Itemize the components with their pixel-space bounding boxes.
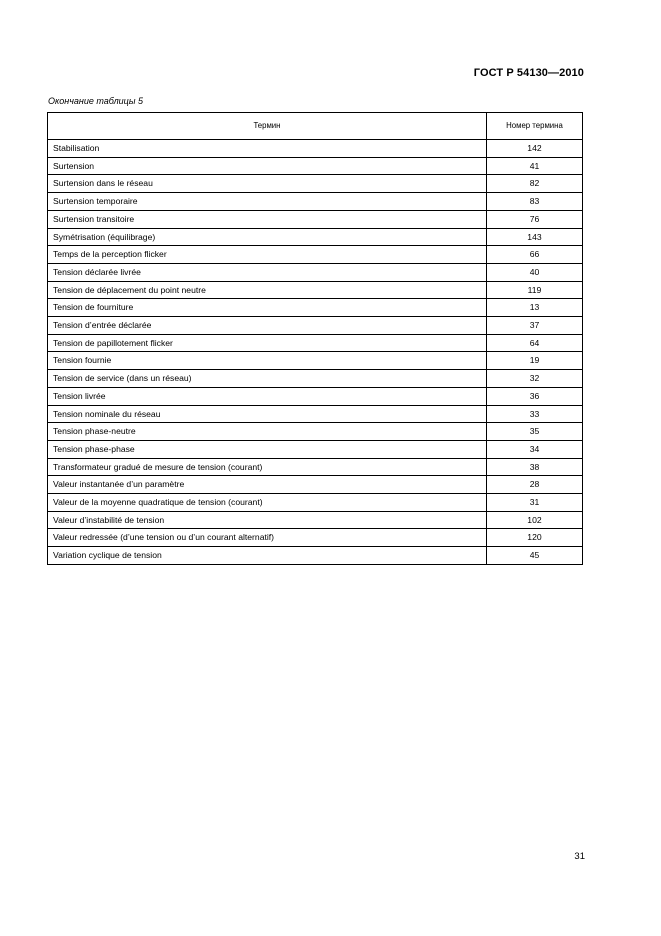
term-cell: Tension nominale du réseau (48, 405, 487, 423)
table-row (48, 370, 583, 388)
term-number-cell: 142 (486, 140, 582, 158)
column-header-term: Термин (48, 113, 487, 140)
term-cell: Tension livrée (48, 387, 487, 405)
document-header-code: ГОСТ Р 54130—2010 (473, 67, 584, 79)
term-number-cell: 13 (486, 299, 582, 317)
table-row (48, 281, 583, 299)
term-cell: Tension phase-phase (48, 440, 487, 458)
term-number-cell: 32 (486, 370, 582, 388)
term-number-cell: 28 (486, 476, 582, 494)
term-number-cell: 38 (486, 458, 582, 476)
term-number-cell: 40 (486, 263, 582, 281)
term-cell: Surtension dans le réseau (48, 175, 487, 193)
term-number-cell: 19 (486, 352, 582, 370)
term-number-cell: 33 (486, 405, 582, 423)
table-row (48, 352, 583, 370)
table-row (48, 476, 583, 494)
table-row (48, 175, 583, 193)
term-number-cell: 64 (486, 334, 582, 352)
table-row (48, 387, 583, 405)
term-number-cell: 35 (486, 423, 582, 441)
table-row (48, 317, 583, 335)
term-cell: Temps de la perception flicker (48, 246, 487, 264)
term-cell: Stabilisation (48, 140, 487, 158)
table-row (48, 140, 583, 158)
table-header-row (48, 113, 583, 140)
column-header-number: Номер термина (486, 113, 582, 140)
term-number-cell: 143 (486, 228, 582, 246)
term-cell: Tension phase-neutre (48, 423, 487, 441)
table-row (48, 458, 583, 476)
term-cell: Surtension (48, 157, 487, 175)
term-cell: Tension fournie (48, 352, 487, 370)
table-row (48, 423, 583, 441)
term-number-cell: 83 (486, 193, 582, 211)
table-row (48, 547, 583, 565)
term-number-cell: 34 (486, 440, 582, 458)
table-row (48, 440, 583, 458)
term-number-cell: 76 (486, 210, 582, 228)
term-number-cell: 31 (486, 494, 582, 512)
term-number-cell: 82 (486, 175, 582, 193)
table-row (48, 157, 583, 175)
term-cell: Valeur instantanée d’un paramètre (48, 476, 487, 494)
term-number-cell: 102 (486, 511, 582, 529)
terms-table (47, 112, 583, 565)
table-row (48, 228, 583, 246)
term-cell: Surtension temporaire (48, 193, 487, 211)
page-number: 31 (574, 851, 585, 862)
term-cell: Surtension transitoire (48, 210, 487, 228)
term-cell: Valeur d’instabilité de tension (48, 511, 487, 529)
term-cell: Tension de déplacement du point neutre (48, 281, 487, 299)
table-row (48, 405, 583, 423)
term-cell: Valeur de la moyenne quadratique de tension (courant) (48, 494, 487, 512)
table-row (48, 210, 583, 228)
term-number-cell: 45 (486, 547, 582, 565)
term-cell: Tension déclarée livrée (48, 263, 487, 281)
table-row (48, 511, 583, 529)
term-number-cell: 66 (486, 246, 582, 264)
table-row (48, 299, 583, 317)
term-number-cell: 37 (486, 317, 582, 335)
term-cell: Tension d’entrée déclarée (48, 317, 487, 335)
table-row (48, 494, 583, 512)
term-cell: Tension de papillotement flicker (48, 334, 487, 352)
table-row (48, 246, 583, 264)
table-row (48, 193, 583, 211)
table-row (48, 529, 583, 547)
term-cell: Transformateur gradué de mesure de tension (courant) (48, 458, 487, 476)
table-body (48, 140, 583, 565)
term-number-cell: 119 (486, 281, 582, 299)
term-cell: Variation cyclique de tension (48, 547, 487, 565)
table-row (48, 263, 583, 281)
term-cell: Symétrisation (équilibrage) (48, 228, 487, 246)
table-row (48, 334, 583, 352)
term-number-cell: 41 (486, 157, 582, 175)
term-number-cell: 120 (486, 529, 582, 547)
term-cell: Valeur redressée (d’une tension ou d’un courant alternatif) (48, 529, 487, 547)
term-cell: Tension de service (dans un réseau) (48, 370, 487, 388)
term-number-cell: 36 (486, 387, 582, 405)
table-caption: Окончание таблицы 5 (48, 96, 143, 106)
term-cell: Tension de fourniture (48, 299, 487, 317)
